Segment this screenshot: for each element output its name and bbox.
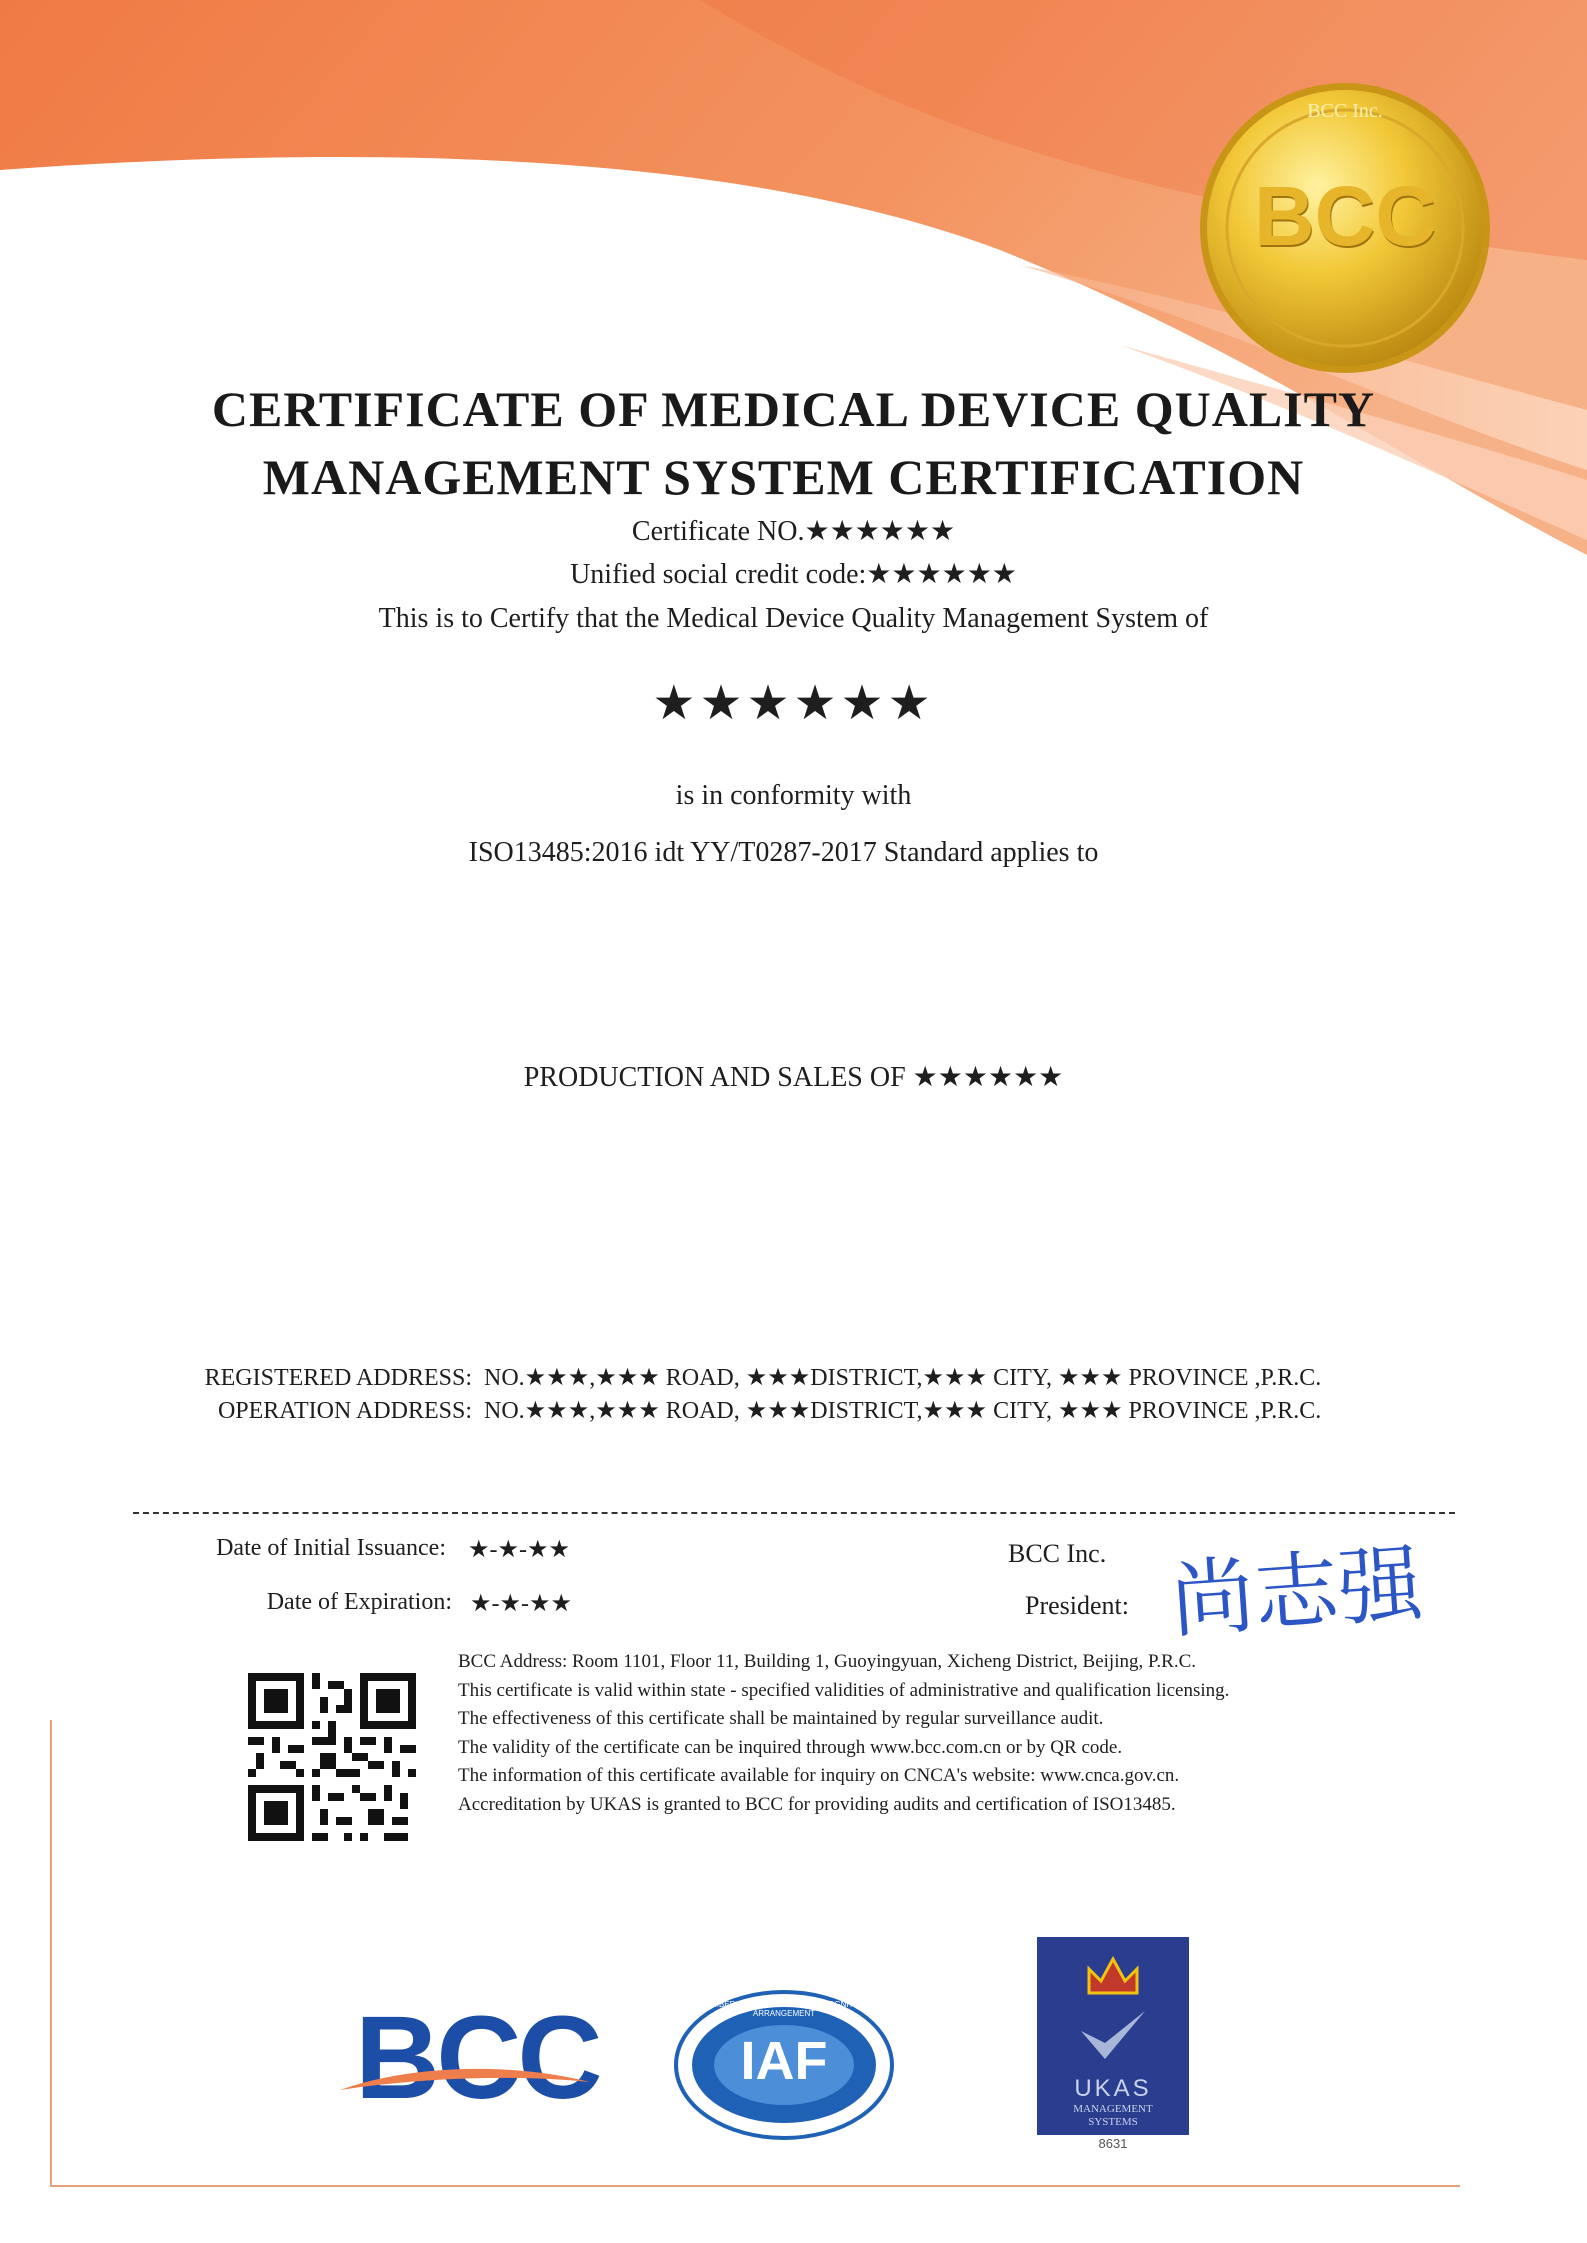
- tick-icon: [1077, 2007, 1149, 2067]
- dashed-divider: [133, 1512, 1455, 1514]
- president-label: President:: [1025, 1591, 1129, 1620]
- credit-code: Unified social credit code:★★★★★★: [570, 559, 1017, 590]
- registered-address-value: NO.★★★,★★★ ROAD, ★★★DISTRICT,★★★ CITY, ★★★ PROVINCE ,P.R.C.: [484, 1365, 1322, 1391]
- frame-left-border: [50, 1720, 52, 2185]
- fine-print-block: [458, 1648, 1229, 1819]
- issuer-company: BCC Inc.: [1008, 1539, 1107, 1568]
- iaf-ring-text: MEMBER OF MULTILATERAL RECOGNITION ARRANGEMENT: [700, 2000, 868, 2018]
- registered-address-row: [0, 1363, 1321, 1392]
- ukas-sub1: MANAGEMENT: [1073, 2103, 1153, 2115]
- fine-print-line: BCC Address: Room 1101, Floor 11, Building 1, Guoyingyuan, Xicheng District, Beijing, P.R.C.: [458, 1651, 1197, 1672]
- fine-print-line: Accreditation by UKAS is granted to BCC for providing audits and certification of ISO13485.: [458, 1793, 1176, 1815]
- initial-issuance-label: Date of Initial Issuance:: [216, 1535, 446, 1561]
- verification-qr-code[interactable]: [248, 1673, 416, 1841]
- fine-print-line: The information of this certificate available for inquiry on CNCA's website: www.cnca.gov.cn.: [458, 1765, 1180, 1786]
- initial-issuance-value: ★-★-★★: [468, 1537, 571, 1563]
- iaf-logo-text: IAF: [740, 2031, 828, 2091]
- operation-address-row: [0, 1396, 1321, 1425]
- bcc-logo: BCC: [355, 1992, 599, 2124]
- expiration-label: Date of Expiration:: [266, 1589, 452, 1615]
- ukas-text: UKAS: [1074, 2075, 1152, 2102]
- standard-text: ISO13485:2016 idt YY/T0287-2017 Standard applies to: [468, 837, 1099, 868]
- certify-statement: This is to Certify that the Medical Device Quality Management System of: [378, 603, 1209, 634]
- registered-address-label: REGISTERED ADDRESS:: [204, 1365, 472, 1391]
- certificate-title-line2: MANAGEMENT SYSTEM CERTIFICATION: [262, 449, 1305, 505]
- operation-address-value: NO.★★★,★★★ ROAD, ★★★DISTRICT,★★★ CITY, ★★★ PROVINCE ,P.R.C.: [484, 1398, 1322, 1424]
- ukas-sub2: SYSTEMS: [1088, 2116, 1138, 2128]
- seal-brand-text: BCC: [1254, 169, 1436, 263]
- bcc-logo-swoosh: [340, 2060, 590, 2100]
- operation-address-label: OPERATION ADDRESS:: [217, 1398, 472, 1424]
- certificate-title-line1: CERTIFICATE OF MEDICAL DEVICE QUALITY: [211, 381, 1376, 437]
- certificate-number: Certificate NO.★★★★★★: [631, 516, 956, 547]
- crown-icon: [1085, 1953, 1141, 1997]
- fine-print-line: The effectiveness of this certificate shall be maintained by regular surveillance audit.: [458, 1708, 1104, 1729]
- expiration-value: ★-★-★★: [470, 1591, 573, 1617]
- seal-ring-text: BCC Inc.: [1307, 100, 1383, 122]
- frame-bottom-border: [50, 2185, 1460, 2187]
- ukas-logo: [1037, 1937, 1189, 2135]
- fine-print-line: This certificate is valid within state - specified validities of administrative and qualification licensing.: [458, 1679, 1230, 1701]
- president-signature: 尚志强: [1167, 1534, 1426, 1650]
- conformity-text: is in conformity with: [675, 780, 912, 811]
- company-name: ★★★★★★: [652, 677, 935, 730]
- certification-scope: PRODUCTION AND SALES OF ★★★★★★: [523, 1062, 1064, 1093]
- fine-print-line: The validity of the certificate can be inquired through www.bcc.com.cn or by QR code.: [458, 1736, 1123, 1758]
- ukas-number: 8631: [1098, 2136, 1128, 2151]
